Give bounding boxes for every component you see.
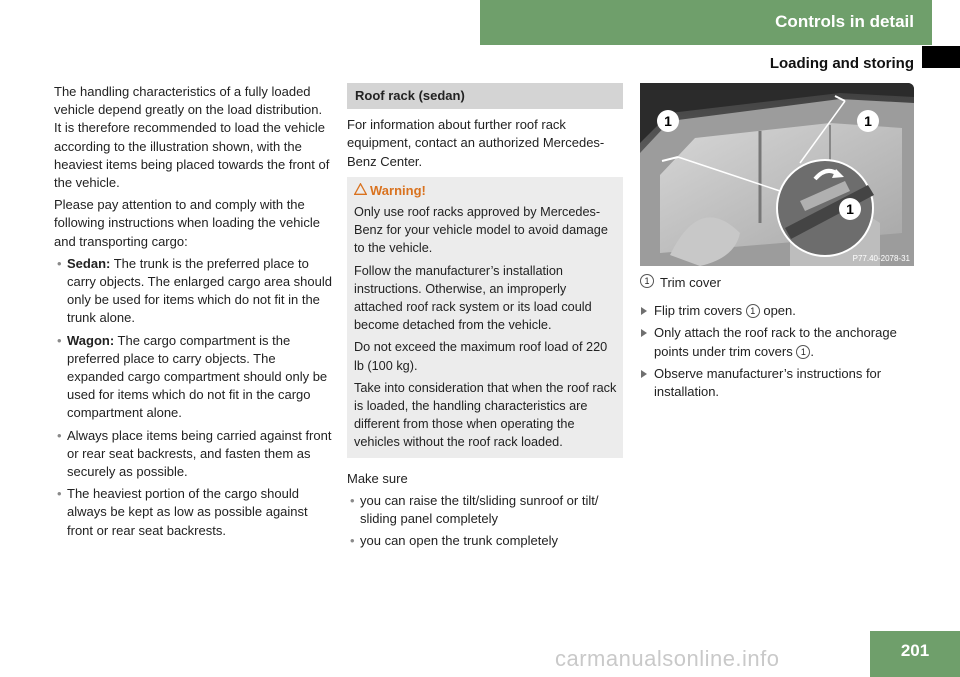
step-text: .: [810, 343, 814, 359]
bullet-text: Always place items being carried against front or rear seat backrests, and fasten them as securely as possible.: [67, 427, 332, 480]
step-text: Only attach the roof rack to the anchorage points under trim covers: [654, 325, 897, 359]
warning-paragraph: Follow the manufacturer’s installation instructions. Otherwise, an improperly attached roof rack system or its load could become detached from the vehicle.: [354, 263, 592, 333]
callout-1-right: 1: [864, 113, 872, 129]
make-sure-label: Make sure: [347, 470, 408, 486]
warning-paragraph: Do not exceed the maximum roof load of 220 lb (100 kg).: [354, 340, 608, 373]
warning-paragraph: Take into consideration that when the roof rack is loaded, the handling characteristics are different from those when operating the vehicles without the roof rack loaded.: [354, 380, 617, 450]
column-roof-rack: [347, 83, 623, 554]
section-marker: [922, 46, 960, 68]
step-text: open.: [759, 303, 796, 319]
warning-title: [354, 182, 617, 200]
callout-ref: 1: [746, 304, 760, 318]
section-title: Controls in detail: [775, 12, 914, 31]
bullet-text: The heaviest portion of the cargo should always be kept as low as possible against front or rear seat backrests.: [67, 486, 308, 538]
warning-paragraph: Only use roof racks approved by Mercedes-Benz for your vehicle model to avoid damage to the vehicle.: [354, 205, 608, 256]
bullet-label: Sedan:: [67, 255, 111, 271]
check-trunk: • you can open the trunk completely: [347, 532, 623, 550]
figure-legend: [640, 274, 916, 292]
callout-1-left: 1: [664, 113, 672, 129]
figure-code: P77.40-2078-31: [852, 254, 910, 263]
step-manufacturer-instructions: [640, 365, 916, 401]
warning-triangle-icon: [354, 182, 370, 200]
roof-rack-heading: Roof rack (sedan): [347, 83, 623, 109]
bullet-sedan: [54, 255, 332, 328]
bullet-text: The cargo compartment is the preferred place to carry objects. The expanded cargo compartment should only be used for items which do not fit in the cargo compartment alone.: [67, 332, 328, 421]
intro-paragraph: The handling characteristics of a fully loaded vehicle depend greatly on the load distribution. It is therefore recommended to load the vehicle according to the illustration shown, with the heaviest items being placed towards the front of the vehicle.: [54, 84, 330, 191]
info-paragraph: For information about further roof rack equipment, contact an authorized Mercedes-Benz Center.: [347, 117, 605, 169]
bullet-text: The trunk is the preferred place to carry objects. The enlarged cargo area should only be used for items which do not fit in the trunk alone.: [67, 255, 332, 326]
callout-ref: 1: [796, 345, 810, 359]
bullet-backrests: [54, 427, 332, 482]
column-loading: [54, 83, 332, 544]
step-text: Observe manufacturer’s instructions for installation.: [654, 365, 882, 400]
step-text: Flip trim covers: [654, 303, 746, 319]
roof-trim-cover-illustration: [640, 83, 914, 266]
column-figure: [640, 83, 916, 405]
instructions-paragraph: Please pay attention to and comply with the following instructions when loading the vehicle and transporting cargo:: [54, 197, 320, 249]
step-attach-rack: [640, 324, 916, 360]
watermark: carmanualsonline.info: [555, 646, 780, 671]
warning-box: [347, 177, 623, 458]
bullet-wagon: [54, 332, 332, 423]
legend-label: Trim cover: [660, 275, 721, 290]
warning-title-text: Warning!: [370, 182, 426, 198]
bullet-label: Wagon:: [67, 332, 115, 348]
callout-1-detail: 1: [846, 201, 854, 217]
page-number: 201: [870, 631, 960, 677]
section-header-bar: [480, 0, 932, 45]
bullet-heaviest: [54, 485, 332, 540]
step-flip-covers: [640, 302, 916, 320]
check-sunroof: • you can raise the tilt/sliding sunroof or tilt/ sliding panel completely: [347, 492, 623, 528]
legend-number: 1: [640, 274, 654, 288]
subsection-title: Loading and storing: [769, 55, 914, 72]
